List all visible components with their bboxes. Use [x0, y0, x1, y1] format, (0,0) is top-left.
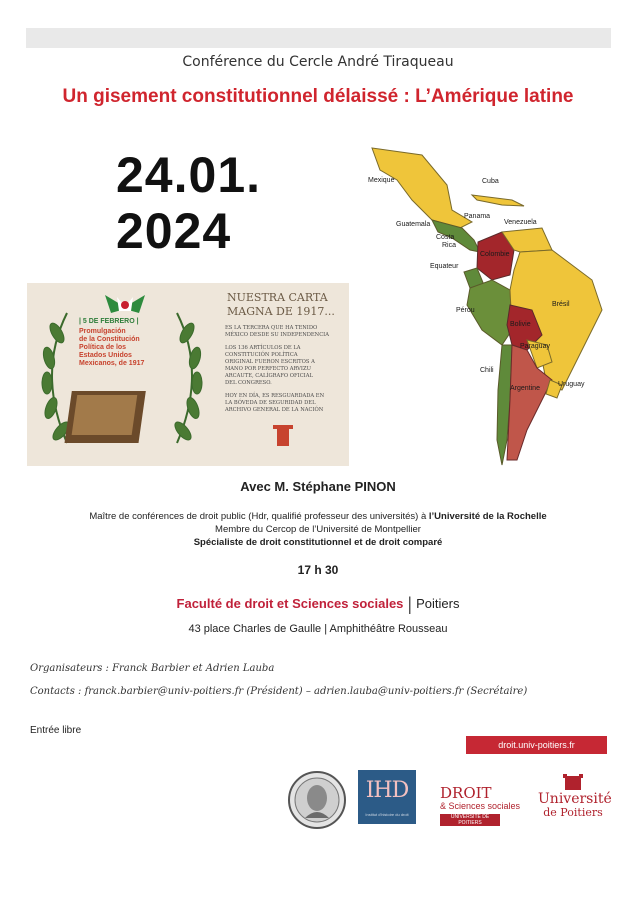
label-panama: Panama: [464, 213, 491, 220]
speaker-bio-line2: Membre du Cercop de l’Université de Montpellier: [215, 524, 421, 535]
svg-text:MÉXICO DESDE SU INDEPENDENCIA: MÉXICO DESDE SU INDEPENDENCIA: [225, 332, 329, 338]
droit-sciences-sociales-logo: DROIT & Sciences sociales UNIVERSITÉ DE POITIERS: [440, 784, 521, 826]
speaker-bio-line3: Spécialiste de droit constitutionnel et de droit comparé: [193, 537, 443, 548]
top-bar: [26, 28, 611, 48]
svg-text:DEL CONGRESO.: DEL CONGRESO.: [225, 380, 272, 386]
svg-text:Promulgación: Promulgación: [79, 328, 126, 335]
svg-text:CONSTITUCIÓN POLÍTICA: CONSTITUCIÓN POLÍTICA: [225, 352, 298, 358]
event-title: Un gisement constitutionnel délaissé : L’Amérique latine: [62, 86, 574, 107]
poster-heading-1: NUESTRA CARTA: [227, 291, 328, 304]
label-guatemala: Guatemala: [396, 221, 431, 228]
constitution-poster: [27, 283, 349, 466]
svg-text:Mexicanos, de 1917: Mexicanos, de 1917: [79, 360, 145, 367]
label-equateur: Equateur: [430, 263, 459, 270]
svg-text:ARCHIVO GENERAL DE LA NACIÓN: ARCHIVO GENERAL DE LA NACIÓN: [225, 407, 324, 413]
map-cuba: [472, 195, 524, 206]
ihd-logo: IHD Institut d'histoire du droit: [358, 770, 416, 824]
label-mexique: Mexique: [368, 177, 395, 184]
label-bolivie: Bolivie: [510, 321, 531, 328]
latin-america-map: [352, 140, 612, 475]
event-time: 17 h 30: [297, 563, 339, 577]
speaker-bio-line1: Maître de conférences de droit public (Hdr, qualifié professeur des universités) à l’Université de la Rochelle: [89, 511, 547, 522]
website-url[interactable]: droit.univ-poitiers.fr: [498, 740, 575, 750]
constitution-book-icon: [65, 391, 146, 443]
event-date-day: 24.01.: [116, 147, 262, 203]
universite-poitiers-logo: Université de Poitiers: [538, 770, 608, 826]
event-address: 43 place Charles de Gaulle | Amphithéâtre Rousseau: [188, 623, 448, 635]
label-perou: Pérou: [456, 307, 475, 314]
label-paraguay: Paraguay: [520, 343, 550, 350]
poster-heading-2: MAGNA DE 1917...: [227, 305, 335, 318]
event-date-year: 2024: [116, 203, 232, 259]
map-graphic: [352, 140, 612, 475]
venue-city: Poitiers: [416, 596, 460, 611]
svg-text:ORIGINAL FUERON ESCRITOS A: ORIGINAL FUERON ESCRITOS A: [225, 359, 315, 365]
label-chili: Chili: [480, 367, 494, 374]
label-bresil: Brésil: [552, 301, 570, 308]
poster-graphic: [27, 283, 349, 466]
univ-crest-icon: [561, 772, 585, 792]
website-link[interactable]: [466, 736, 607, 754]
svg-text:HOY EN DÍA, ES RESGUARDADA EN: HOY EN DÍA, ES RESGUARDADA EN: [225, 393, 325, 399]
svg-text:ES LA TERCERA QUE HA TENIDO: ES LA TERCERA QUE HA TENIDO: [225, 325, 318, 331]
organizers: Organisateurs : Franck Barbier et Adrien Lauba: [30, 663, 275, 674]
tiraqueau-medal-logo: [287, 770, 347, 830]
venue-separator: |: [407, 594, 413, 614]
free-entry-note: Entrée libre: [30, 725, 82, 736]
event-venue: [0, 594, 636, 615]
svg-text:Estados Unidos: Estados Unidos: [79, 352, 132, 359]
label-colombie: Colombie: [480, 251, 510, 258]
svg-text:MANO POR PERFECTO ARVIZU: MANO POR PERFECTO ARVIZU: [225, 366, 311, 372]
map-mexico: [372, 148, 472, 228]
label-cuba: Cuba: [482, 178, 499, 185]
svg-text:ARCAUTE, CALÍGRAFO OFICIAL: ARCAUTE, CALÍGRAFO OFICIAL: [225, 373, 313, 379]
label-argentine: Argentine: [510, 385, 540, 392]
svg-text:Política de los: Política de los: [79, 344, 127, 351]
svg-text:LOS 136 ARTÍCULOS DE LA: LOS 136 ARTÍCULOS DE LA: [225, 345, 301, 351]
svg-text:LA BÓVEDA DE SEGURIDAD DEL: LA BÓVEDA DE SEGURIDAD DEL: [225, 400, 316, 406]
poster-date-label: | 5 DE FEBRERO |: [79, 318, 139, 325]
conference-name: Conférence du Cercle André Tiraqueau: [182, 54, 454, 70]
faculty-name: Faculté de droit et Sciences sociales: [176, 596, 404, 611]
svg-text:de la Constitución: de la Constitución: [79, 336, 140, 343]
speaker-name: Avec M. Stéphane PINON: [240, 479, 396, 494]
label-venezuela: Venezuela: [504, 219, 537, 226]
contacts: Contacts : franck.barbier@univ-poitiers.fr (Président) – adrien.lauba@univ-poitiers.fr (Secrétaire): [30, 686, 528, 697]
label-rica: Rica: [442, 242, 457, 249]
label-uruguay: Uruguay: [558, 381, 585, 388]
label-costa: Costa: [436, 234, 455, 241]
